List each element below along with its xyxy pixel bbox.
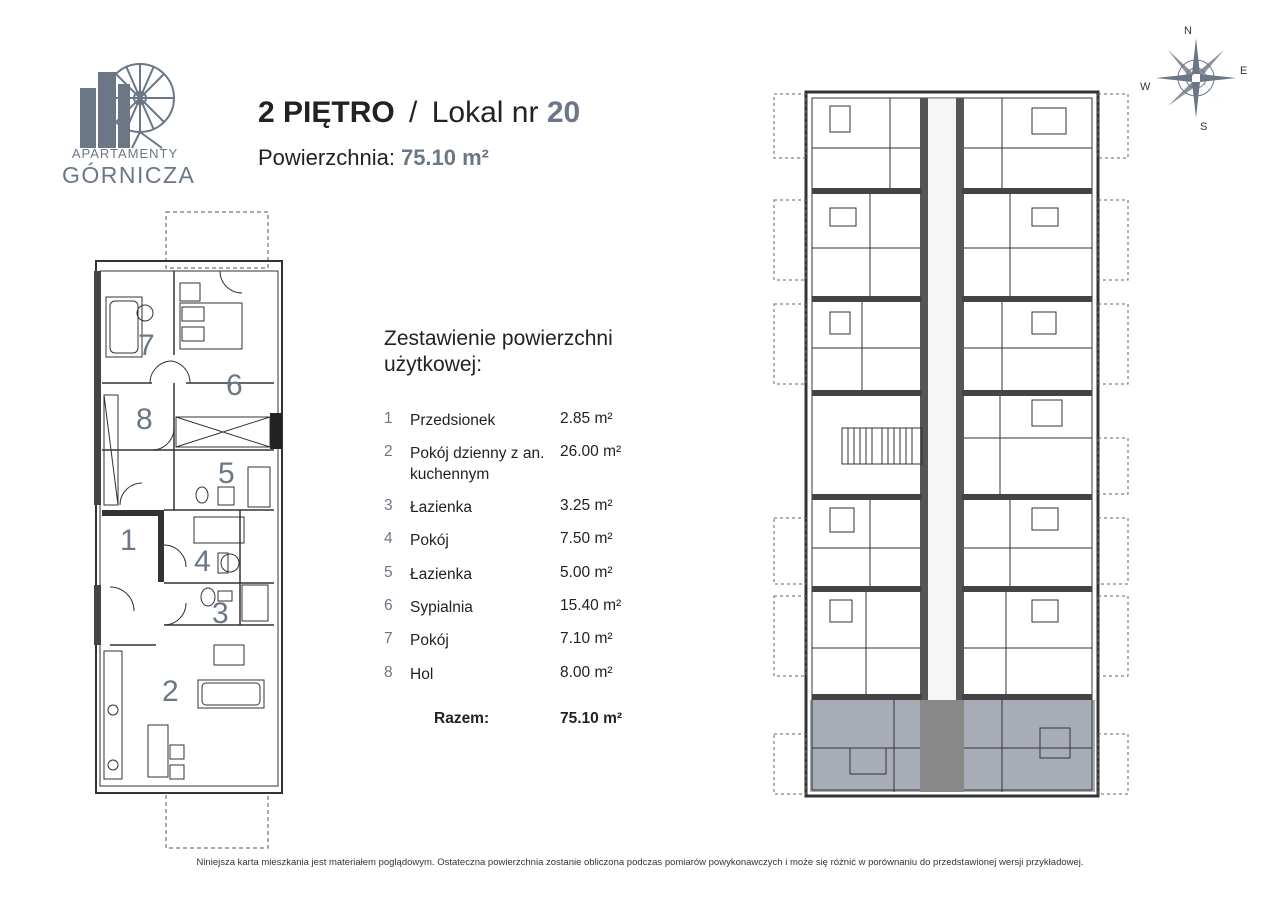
row-area: 15.40 m² xyxy=(560,597,622,614)
area-line xyxy=(258,145,489,171)
row-name: Pokój xyxy=(410,632,449,649)
room-7-label: 7 xyxy=(138,329,155,362)
area-label: Powierzchnia: xyxy=(258,145,395,170)
top-balcony xyxy=(166,212,268,268)
row-index: 6 xyxy=(384,597,393,614)
room-5-label: 5 xyxy=(218,457,235,490)
area-value: 75.10 m² xyxy=(400,145,490,170)
compass-w: W xyxy=(1140,81,1151,93)
row-name: Hol xyxy=(410,666,434,683)
brand-line-1: APARTAMENTY xyxy=(71,146,179,161)
row-area: 26.00 m² xyxy=(560,443,622,460)
row-index: 7 xyxy=(384,630,393,647)
total-label: Razem: xyxy=(434,710,490,727)
table-heading: Zestawienie powierzchni użytkowej: xyxy=(384,327,613,376)
bottom-balcony xyxy=(166,793,268,848)
row-area: 7.50 m² xyxy=(560,530,613,547)
row-area: 8.00 m² xyxy=(560,664,613,681)
row-index: 5 xyxy=(384,564,393,581)
title-separator: / xyxy=(409,96,418,129)
row-index: 8 xyxy=(384,664,393,681)
row-index: 2 xyxy=(384,443,393,460)
row-name: Sypialnia xyxy=(410,599,473,616)
room-8-label: 8 xyxy=(136,403,153,436)
compass-e: E xyxy=(1240,65,1248,77)
row-area: 2.85 m² xyxy=(560,410,613,427)
row-name: Pokój dzienny z an. kuchennym xyxy=(410,445,545,483)
row-area: 5.00 m² xyxy=(560,564,613,581)
compass-s: S xyxy=(1200,121,1208,130)
floor-label: 2 PIĘTRO xyxy=(258,96,395,129)
row-index: 4 xyxy=(384,530,393,547)
row-name: Łazienka xyxy=(410,566,473,583)
row-area: 3.25 m² xyxy=(560,497,613,514)
building-floor-plan xyxy=(770,88,1130,806)
room-4-label: 4 xyxy=(194,545,211,578)
total-value: 75.10 m² xyxy=(560,710,623,727)
row-name: Przedsionek xyxy=(410,412,496,429)
brand-line-2: GÓRNICZA xyxy=(62,162,196,188)
room-2-label: 2 xyxy=(162,675,179,708)
room-6-label: 6 xyxy=(226,369,243,402)
unit-number: 20 xyxy=(546,96,581,129)
row-name: Łazienka xyxy=(410,499,473,516)
row-name: Pokój xyxy=(410,532,449,549)
page-title xyxy=(258,96,580,130)
unit-label: Lokal nr xyxy=(431,96,539,129)
room-3-label: 3 xyxy=(212,597,229,630)
room-1-label: 1 xyxy=(120,524,137,557)
compass-rose-icon xyxy=(1140,20,1270,130)
row-index: 1 xyxy=(384,410,393,427)
disclaimer-footer: Niniejsza karta mieszkania jest materiałem poglądowym. Ostateczna powierzchnia zostanie obliczona podczas pomiarów powykonawczych i może się różnić w porównaniu do przedstawionej wersji przykładowej. xyxy=(196,857,1084,868)
compass-n: N xyxy=(1184,25,1192,37)
row-index: 3 xyxy=(384,497,393,514)
row-area: 7.10 m² xyxy=(560,630,613,647)
unit-floor-plan xyxy=(90,205,290,855)
